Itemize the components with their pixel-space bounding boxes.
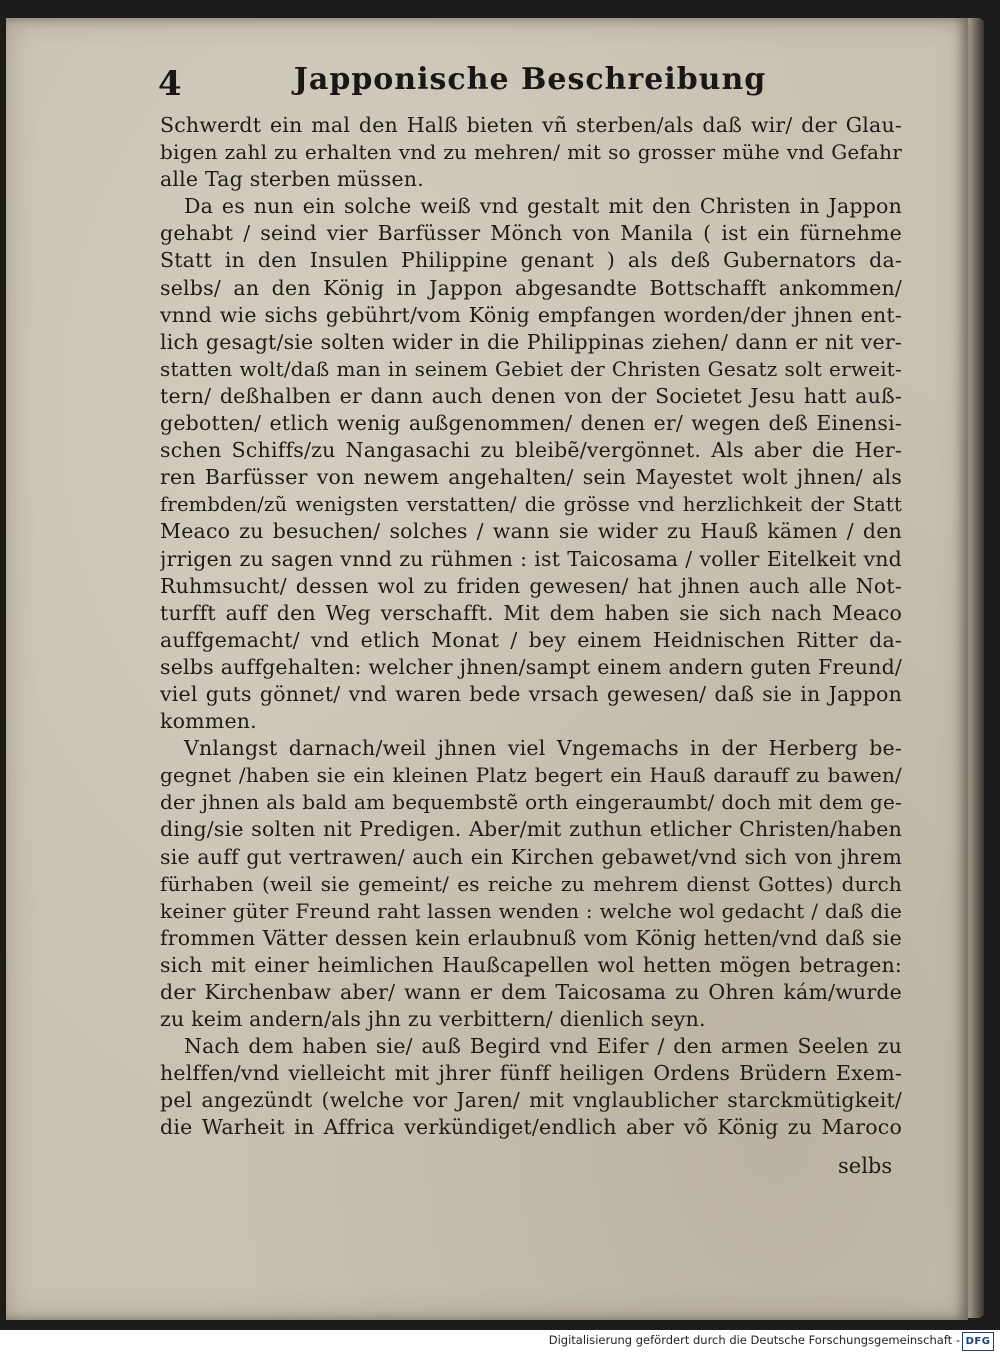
text-line: auffgemacht/ vnd etlich Monat / bey einem Heidnischen Ritter da- xyxy=(160,627,902,652)
text-line: tern/ deßhalben er dann auch denen von der Societet Jesu hatt auß- xyxy=(160,383,902,408)
dfg-logo: DFG xyxy=(962,1332,994,1351)
text-line: turfft auff den Weg verschafft. Mit dem haben sie sich nach Meaco xyxy=(160,600,902,625)
text-line: sie auff gut vertrawen/ auch ein Kirchen gebawet/vnd sich von jhrem xyxy=(160,844,902,869)
text-line: der Kirchenbaw aber/ wann er dem Taicosama zu Ohren kám/wurde xyxy=(160,980,902,1004)
text-line: Schwerdt ein mal den Halß bieten vñ sterben/als daß wir/ der Glau- xyxy=(160,113,902,137)
text-line: frembden/zũ wenigsten verstatten/ die grösse vnd herzlichkeit der Statt xyxy=(160,493,902,517)
text-line: schen Schiffs/zu Nangasachi zu bleibẽ/vergönnet. Als aber die Her- xyxy=(160,438,902,463)
text-line: selbs auffgehalten: welcher jhnen/sampt einem andern guten Freund/ xyxy=(160,654,902,679)
text-line: statten wolt/daß man in seinem Gebiet der Christen Gesatz solt erweit- xyxy=(160,356,902,381)
text-line: vnnd wie sichs gebührt/vom König empfangen worden/der jhnen ent- xyxy=(160,302,902,327)
text-line: die Warheit in Affrica verkündiget/endlich aber võ König zu Maroco xyxy=(160,1115,902,1140)
text-line: kommen. xyxy=(160,709,257,734)
text-line: der jhnen als bald am bequembstẽ orth eingeraumbt/ doch mit dem ge- xyxy=(160,790,902,815)
text-line: sich mit einer heimlichen Haußcapellen wol hetten mögen betragen: xyxy=(160,952,902,977)
text-line: Statt in den Insulen Philippine genant ) als deß Gubernators da- xyxy=(160,248,902,273)
text-line: Meaco zu besuchen/ solches / wann sie wider zu Hauß kämen / den xyxy=(160,519,902,544)
text-line: ding/sie solten nit Predigen. Aber/mit zuthun etlicher Christen/haben xyxy=(160,817,902,842)
text-line: pel angezündt (welche vor Jaren/ mit vnglaublicher starckmütigkeit/ xyxy=(160,1088,902,1113)
text-line: Ruhmsucht/ dessen wol zu friden gewesen/ hat jhnen auch alle Not- xyxy=(160,573,902,598)
text-line: jrrigen zu sagen vnnd zu rühmen : ist Taicosama / voller Eitelkeit vnd xyxy=(160,546,902,571)
text-line: selbs/ an den König in Jappon abgesandte Bottschafft ankommen/ xyxy=(160,275,902,300)
catchword: selbs xyxy=(838,1154,893,1178)
text-line: helffen/vnd vielleicht mit jhrer fünff heiligen Ordens Brüdern Exem- xyxy=(160,1061,902,1086)
text-line: alle Tag sterben müssen. xyxy=(160,167,424,192)
text-line: zu keim andern/als jhn zu verbittern/ dienlich seyn. xyxy=(160,1007,706,1032)
page-number: 4 xyxy=(158,64,182,104)
text-line: bigen zahl zu erhalten vnd zu mehren/ mit so grosser mühe vnd Gefahr xyxy=(160,140,902,165)
text-line: gehabt / seind vier Barfüsser Mönch von Manila ( ist ein fürnehme xyxy=(160,221,902,246)
text-line: Vnlangst darnach/weil jhnen viel Vngemachs in der Herberg be- xyxy=(184,736,902,761)
text-line: gebotten/ etlich wenig außgenommen/ denen er/ wegen deß Einensi- xyxy=(160,411,902,436)
text-line: keiner güter Freund raht lassen wenden : welche wol gedacht / daß die xyxy=(160,898,902,923)
funding-credit: Digitalisierung gefördert durch die Deutsche Forschungsgemeinschaft - xyxy=(548,1333,960,1347)
text-line: ren Barfüsser von newem angehalten/ sein Mayestet wolt jhnen/ als xyxy=(160,465,902,490)
text-line: viel guts gönnet/ vnd waren bede vrsach gewesen/ daß sie in Jappon xyxy=(160,681,902,706)
text-line: frommen Vätter dessen kein erlaubnuß vom König hetten/vnd daß sie xyxy=(160,925,902,950)
text-line: fürhaben (weil sie gemeint/ es reiche zu mehrem dienst Gottes) durch xyxy=(160,871,902,896)
text-line: lich gesagt/sie solten wider in die Philippinas ziehen/ dann er nit ver- xyxy=(160,329,902,354)
running-title: Japponische Beschreibung xyxy=(293,62,767,97)
body-text xyxy=(160,112,902,1142)
footer-bar xyxy=(0,1330,1000,1354)
text-line: gegnet /haben sie ein kleinen Platz begert ein Hauß darauff zu bawen/ xyxy=(160,763,902,788)
page-header xyxy=(150,58,910,114)
text-line: Nach dem haben sie/ auß Begird vnd Eifer / den armen Seelen zu xyxy=(184,1034,902,1059)
text-line: Da es nun ein solche weiß vnd gestalt mit den Christen in Jappon xyxy=(184,194,902,219)
